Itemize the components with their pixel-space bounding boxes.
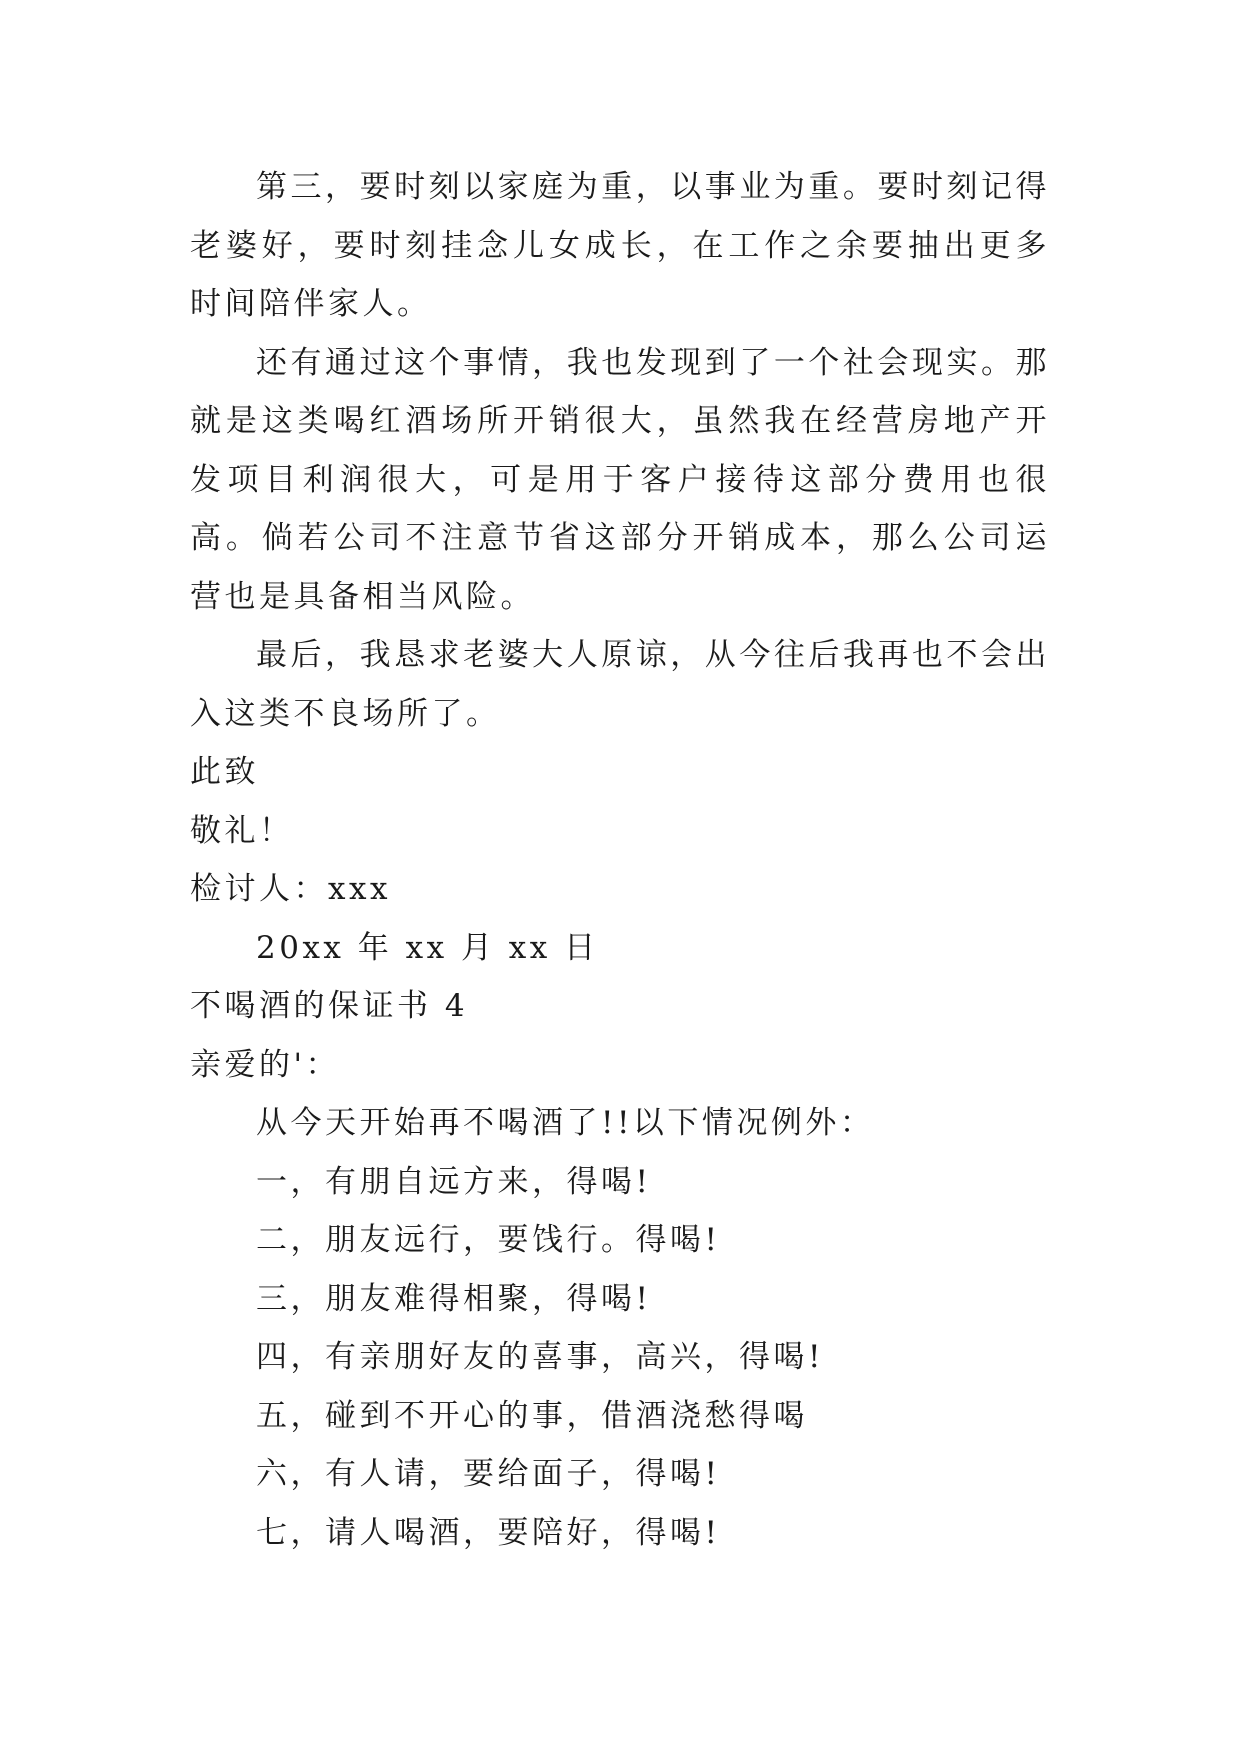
closing-line: 此致 [190,754,259,790]
exception-item: 一，有朋自远方来，得喝! [256,1163,652,1200]
paragraph-social-reality: 还有通过这个事情，我也发现到了一个社会现实。那就是这类喝红酒场所开销很大，虽然我在经营房地产开发项目利润很大，可是用于客户接待这部分费用也很高。倘若公司不注意节省这部分开销成本，那么公司运营也是具备相当风险。 [190,344,1050,615]
signer-line: 检讨人：xxx [190,871,391,907]
document-body [190,158,1050,1562]
salute-line: 敬礼！ [190,812,294,849]
section-heading: 不喝酒的保证书 4 [190,988,469,1024]
intro-line: 从今天开始再不喝酒了!!以下情况例外： [256,1105,875,1141]
exception-item: 六，有人请，要给面子，得喝! [256,1456,721,1492]
date-line: 20xx 年 xx 月 xx 日 [256,929,599,966]
exception-item: 五，碰到不开心的事，借酒浇愁得喝 [256,1397,808,1434]
paragraph-family-priority: 第三，要时刻以家庭为重，以事业为重。要时刻记得老婆好，要时刻挂念儿女成长，在工作之余要抽出更多时间陪伴家人。 [190,169,1050,322]
exception-item: 三，朋友难得相聚，得喝! [256,1280,652,1317]
exception-item: 四，有亲朋好友的喜事，高兴，得喝! [256,1339,824,1375]
paragraph-apology: 最后，我恳求老婆大人原谅，从今往后我再也不会出入这类不良场所了。 [190,637,1050,732]
exception-item: 二，朋友远行，要饯行。得喝! [256,1222,721,1258]
exception-item: 七，请人喝酒，要陪好，得喝! [256,1514,721,1551]
greeting-line: 亲爱的'： [190,1046,341,1083]
